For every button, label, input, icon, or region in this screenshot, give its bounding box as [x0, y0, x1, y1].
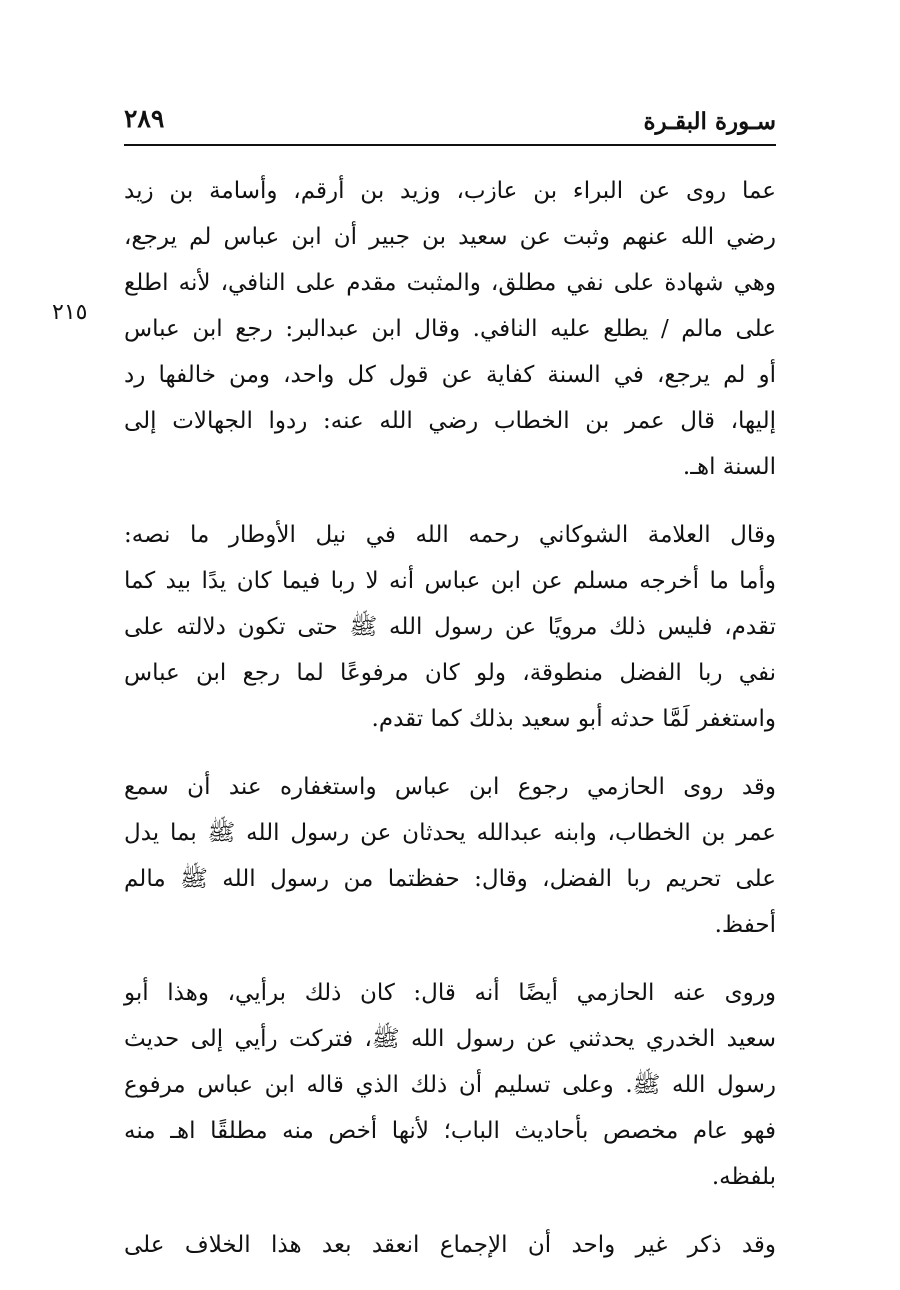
paragraph — [124, 764, 776, 948]
text-line: عما روى عن البراء بن عازب، وزيد بن أرقم، وأسامة بن زيد — [124, 178, 776, 204]
text-line: بلفظه. — [711, 1164, 776, 1190]
text-line: سعيد الخدري يحدثني عن رسول الله ﷺ، فتركت رأيي إلى حديث — [124, 1026, 776, 1052]
text-line: عمر بن الخطاب، وابنه عبدالله يحدثان عن رسول الله ﷺ بما يدل — [124, 820, 776, 846]
text-line: وروى عنه الحازمي أيضًا أنه قال: كان ذلك برأيي، وهذا أبو — [124, 980, 776, 1006]
text-line: وهي شهادة على نفي مطلق، والمثبت مقدم على النافي، لأنه اطلع — [124, 270, 776, 296]
text-line: أو لم يرجع، في السنة كفاية عن قول كل واحد، ومن خالفها رد — [124, 362, 776, 388]
text-line: نفي ربا الفضل منطوقة، ولو كان مرفوعًا لما رجع ابن عباس — [124, 660, 776, 686]
text-line: وأما ما أخرجه مسلم عن ابن عباس أنه لا ربا فيما كان يدًا بيد كما — [124, 568, 776, 594]
text-line: رسول الله ﷺ. وعلى تسليم أن ذلك الذي قاله ابن عباس مرفوع — [124, 1072, 776, 1098]
text-line: وقد روى الحازمي رجوع ابن عباس واستغفاره عند أن سمع — [124, 774, 776, 800]
page-header — [124, 104, 776, 146]
body-text — [124, 168, 776, 1290]
text-line: على تحريم ربا الفضل، وقال: حفظتما من رسول الله ﷺ مالم — [124, 866, 776, 892]
text-line: السنة اهـ. — [682, 454, 776, 480]
margin-reference-number: ٢١٥ — [52, 300, 88, 325]
text-line: فهو عام مخصص بأحاديث الباب؛ لأنها أخص منه مطلقًا اهـ منه — [124, 1118, 776, 1144]
text-line: وقال العلامة الشوكاني رحمه الله في نيل الأوطار ما نصه: — [124, 522, 776, 548]
paragraph — [124, 970, 776, 1200]
page-number: ٢٨٩ — [124, 104, 165, 133]
text-line: وقد ذكر غير واحد أن الإجماع انعقد بعد هذا الخلاف على — [124, 1232, 776, 1258]
paragraph — [124, 168, 776, 490]
text-line: واستغفر لَمَّا حدثه أبو سعيد بذلك كما تقدم. — [371, 706, 776, 732]
running-title: سـورة البقـرة — [643, 108, 776, 135]
text-line: أحفظ. — [714, 912, 776, 938]
text-line: إليها، قال عمر بن الخطاب رضي الله عنه: ردوا الجهالات إلى — [124, 408, 776, 434]
paragraph — [124, 512, 776, 742]
text-line: تقدم، فليس ذلك مرويًا عن رسول الله ﷺ حتى تكون دلالته على — [124, 614, 776, 640]
paragraph — [124, 1222, 776, 1268]
text-line: على مالم / يطلع عليه النافي. وقال ابن عبدالبر: رجع ابن عباس — [124, 316, 776, 342]
text-line: رضي الله عنهم وثبت عن سعيد بن جبير أن ابن عباس لم يرجع، — [124, 224, 776, 250]
